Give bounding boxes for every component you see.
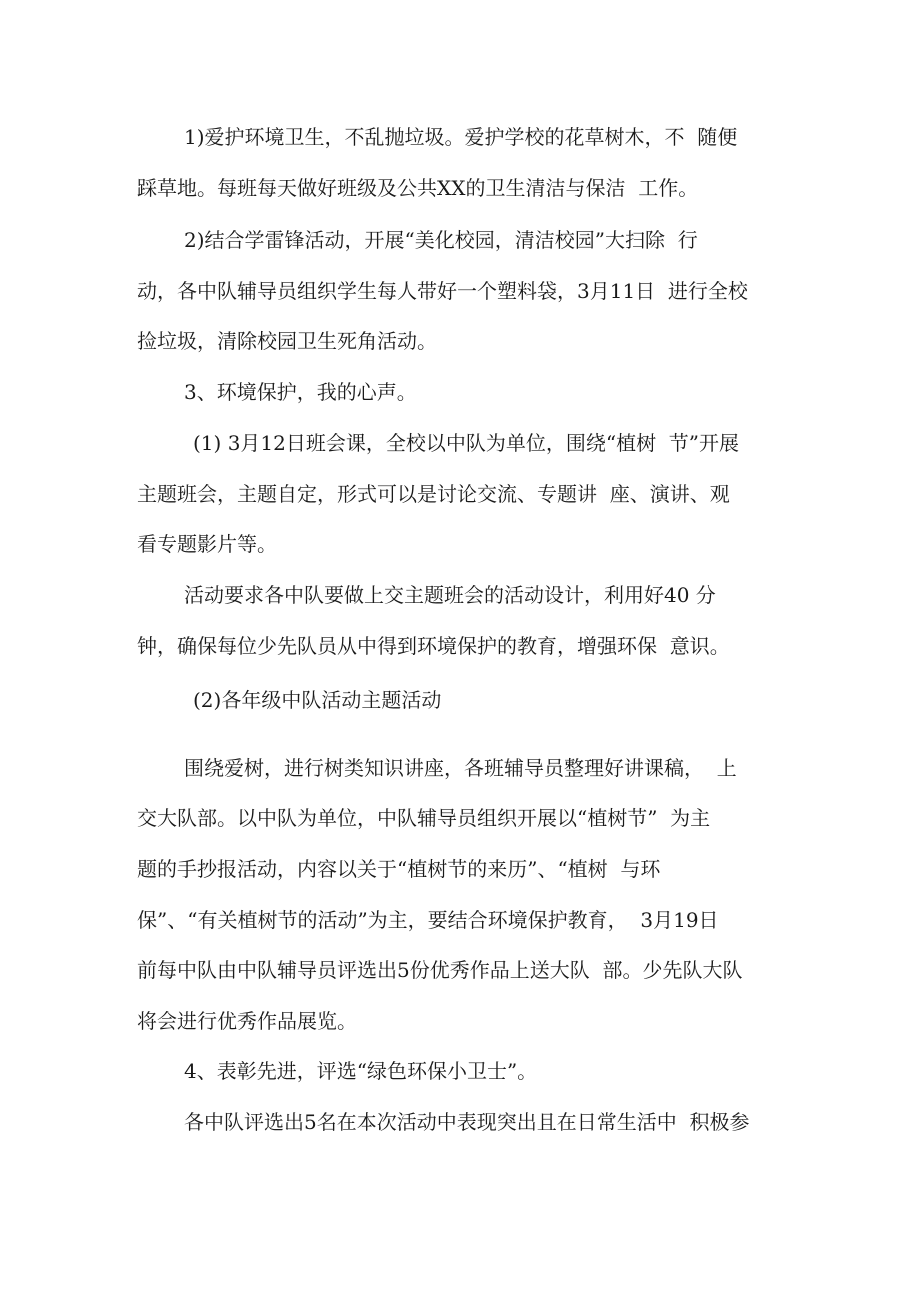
text-line: 活动要求各中队要做上交主题班会的活动设计，利用好40 分 <box>184 583 716 607</box>
text-line: 1)爱护环境卫生，不乱抛垃圾。爱护学校的花草树木，不 随便 <box>184 125 738 149</box>
text-line: 踩草地。每班每天做好班级及公共XX的卫生清洁与保洁 工作。 <box>137 176 699 200</box>
text-line: 前每中队由中队辅导员评选出5份优秀作品上送大队 部。少先队大队 <box>137 958 743 982</box>
text-line: 捡垃圾，清除校园卫生死角活动。 <box>137 329 437 353</box>
text-line: 将会进行优秀作品展览。 <box>137 1009 357 1033</box>
text-line: 看专题影片等。 <box>137 532 277 556</box>
text-line: 各中队评选出5名在本次活动中表现突出且在日常生活中 积极参 <box>184 1110 750 1134</box>
text-line: 题的手抄报活动，内容以关于“植树节的来历”、“植树 与环 <box>137 857 661 881</box>
text-line: (1) 3月12日班会课，全校以中队为单位，围绕“植树 节”开展 <box>193 431 740 455</box>
text-line: 保”、“有关植树节的活动”为主，要结合环境保护教育， 3月19日 <box>137 908 719 932</box>
text-line: 动，各中队辅导员组织学生每人带好一个塑料袋，3月11日 进行全校 <box>137 279 748 303</box>
text-line: 围绕爱树，进行树类知识讲座，各班辅导员整理好讲课稿， 上 <box>184 756 737 780</box>
text-line: 4、表彰先进，评选“绿色环保小卫士”。 <box>184 1059 538 1083</box>
text-line: (2)各年级中队活动主题活动 <box>193 688 442 712</box>
text-line: 交大队部。以中队为单位，中队辅导员组织开展以“植树节” 为主 <box>137 806 711 830</box>
text-line: 主题班会，主题自定，形式可以是讨论交流、专题讲 座、演讲、观 <box>137 482 730 506</box>
text-line: 钟，确保每位少先队员从中得到环境保护的教育，增强环保 意识。 <box>137 634 730 658</box>
text-line: 2)结合学雷锋活动，开展“美化校园，清洁校园”大扫除 行 <box>184 228 698 252</box>
text-line: 3、环境保护，我的心声。 <box>184 380 417 404</box>
